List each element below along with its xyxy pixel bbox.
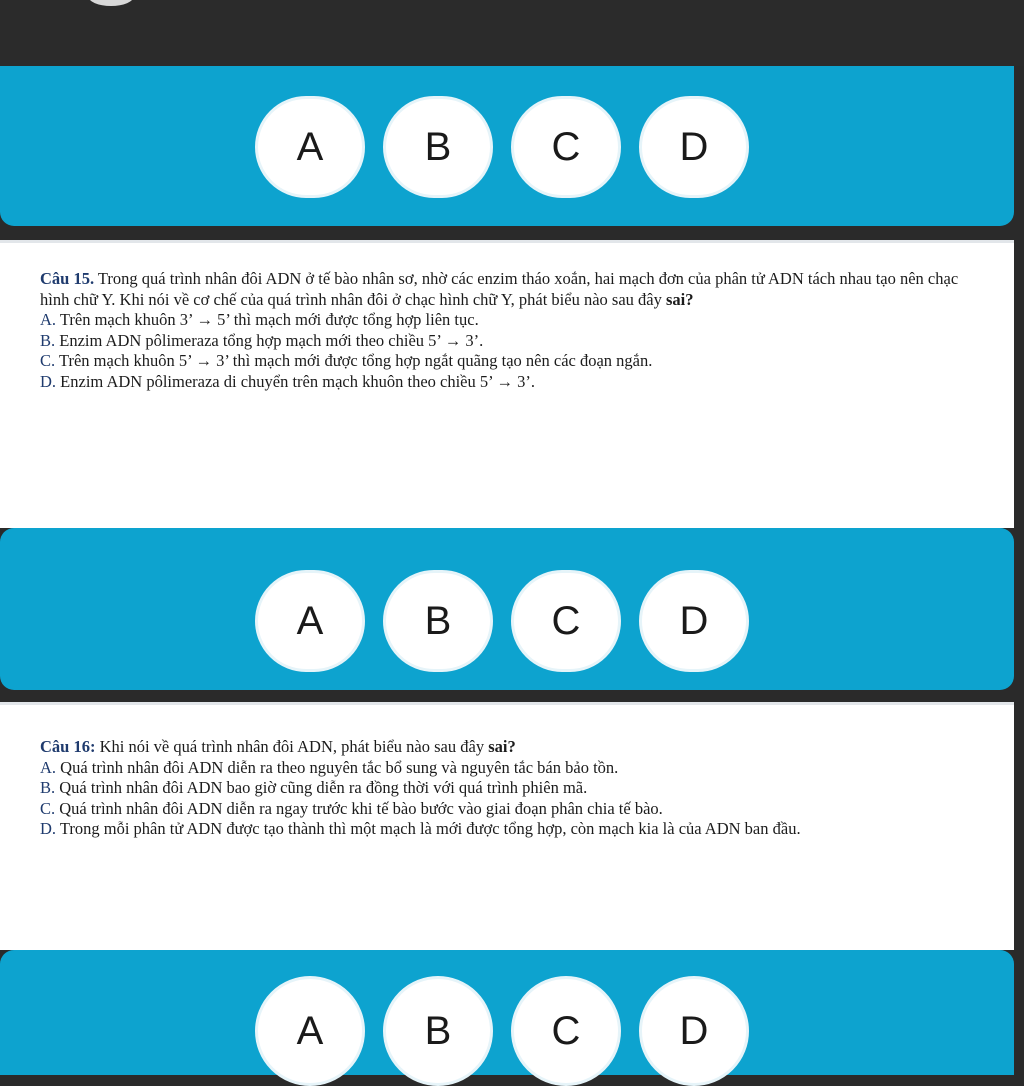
option-c <box>40 799 1014 820</box>
option-letter: B. <box>40 330 56 350</box>
option-letter: A. <box>40 757 57 777</box>
option-text: Quá trình nhân đôi ADN bao giờ cũng diễn ra đồng thời với quá trình phiên mã. <box>59 778 588 797</box>
answer-button-d[interactable]: D <box>639 570 749 672</box>
answer-strip-1 <box>0 66 1014 226</box>
status-shape <box>88 0 134 6</box>
option-b <box>40 331 1014 352</box>
top-status-bar <box>0 0 1024 66</box>
option-c <box>40 351 1014 372</box>
option-b <box>40 778 1014 799</box>
question-stem <box>40 737 970 758</box>
question-emphasis: sai? <box>488 737 516 756</box>
option-letter: B. <box>40 778 56 797</box>
answer-button-c[interactable]: C <box>511 976 621 1086</box>
option-text: Enzim ADN pôlimeraza di chuyển trên mạch khuôn theo chiều 5’ → 3’. <box>60 371 536 391</box>
option-text: Enzim ADN pôlimeraza tổng hợp mạch mới theo chiều 5’ → 3’. <box>59 330 484 350</box>
answer-button-c[interactable]: C <box>511 96 621 198</box>
question-emphasis: sai? <box>665 289 694 309</box>
question-text: Trong quá trình nhân đôi ADN ở tế bào nhân sơ, nhờ các enzim tháo xoắn, hai mạch đơn của phân tử ADN tách nhau tạo nên chạc hình chữ Y. Khi nói về cơ chế của quá trình nhân đôi ở chạc hình chữ Y, phát biểu nào sau đây <box>40 269 959 309</box>
option-letter: A. <box>40 310 57 329</box>
question-card-16 <box>0 702 1014 950</box>
answer-choices-1 <box>255 96 749 198</box>
answer-button-a[interactable]: A <box>255 570 365 672</box>
question-text: Khi nói về quá trình nhân đôi ADN, phát biểu nào sau đây <box>99 737 485 756</box>
option-letter: C. <box>40 351 56 370</box>
answer-button-a[interactable]: A <box>255 976 365 1086</box>
option-text: Quá trình nhân đôi ADN diễn ra theo nguyên tắc bổ sung và nguyên tắc bán bảo tồn. <box>60 757 619 777</box>
option-d <box>40 819 1014 840</box>
answer-strip-2 <box>0 528 1014 690</box>
option-letter: D. <box>40 371 57 391</box>
answer-button-d[interactable]: D <box>639 976 749 1086</box>
answer-button-d[interactable]: D <box>639 96 749 198</box>
answer-button-b[interactable]: B <box>383 96 493 198</box>
question-number: Câu 15. <box>40 269 95 288</box>
answer-choices-2 <box>255 570 749 672</box>
answer-choices-3 <box>255 976 749 1086</box>
option-text: Trên mạch khuôn 5’ → 3’ thì mạch mới được tổng hợp ngắt quãng tạo nên các đoạn ngắn. <box>58 351 653 370</box>
answer-button-a[interactable]: A <box>255 96 365 198</box>
option-letter: C. <box>40 798 56 818</box>
option-a <box>40 310 1014 331</box>
option-text: Trên mạch khuôn 3’ → 5’ thì mạch mới được tổng hợp liên tục. <box>59 310 479 329</box>
answer-button-b[interactable]: B <box>383 976 493 1086</box>
question-number: Câu 16: <box>40 737 96 756</box>
option-d <box>40 372 1014 393</box>
option-text: Quá trình nhân đôi ADN diễn ra ngay trước khi tế bào bước vào giai đoạn phân chia tế bào. <box>59 798 663 818</box>
answer-strip-3 <box>0 950 1014 1075</box>
question-card-15 <box>0 240 1014 528</box>
question-stem <box>40 269 970 310</box>
option-a <box>40 758 1014 779</box>
answer-button-b[interactable]: B <box>383 570 493 672</box>
answer-button-c[interactable]: C <box>511 570 621 672</box>
option-text: Trong mỗi phân tử ADN được tạo thành thì một mạch là mới được tổng hợp, còn mạch kia là của ADN ban đầu. <box>59 819 801 838</box>
option-letter: D. <box>40 819 57 838</box>
